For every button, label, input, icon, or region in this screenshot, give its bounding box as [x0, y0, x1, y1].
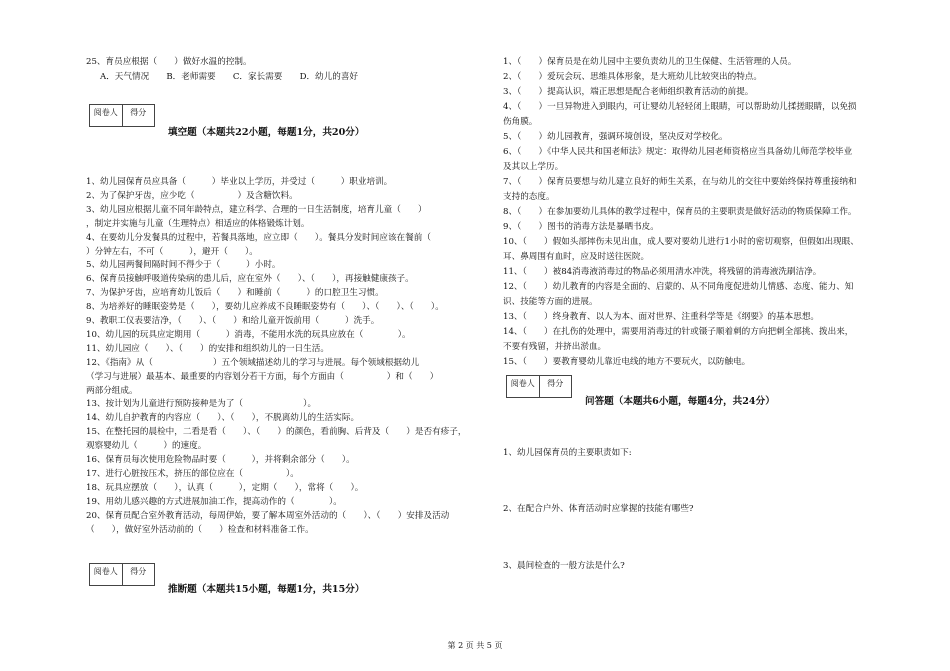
page-number: 第 2 页 共 5 页: [447, 641, 503, 650]
score-cell: 得分: [130, 108, 147, 117]
fill-question-line: 观察婴幼儿（ ）的速度。: [86, 441, 207, 452]
fill-question-line: 12、《指南》从（ ）五个领域描述幼儿的学习与进展。每个领域根据幼儿: [86, 357, 420, 368]
fill-question-line: 8、为培养好的睡眠姿势是（ ），要幼儿应养成不良睡眠姿势有（ ）、（ ）、（ ）。: [86, 302, 444, 313]
fill-question-line: 3、幼儿园应根据儿童不同年龄特点，建立科学、合理的一日生活制度，培育儿童（ ）: [86, 204, 427, 215]
judge-question-line: 支持的态度。: [503, 192, 555, 202]
judge-question-line: 2、（ ）爱玩会玩、思维具体形象，是大班幼儿比较突出的特点。: [503, 72, 762, 82]
judge-question-line: 12、（ ）幼儿教育的内容是全面的、启蒙的、从不同角度促进幼儿情感、态度、能力、知: [503, 282, 854, 292]
fill-question-line: 9、教职工仪表要洁净，（ ）、（ ）和给儿童开饭前用（ ）洗手。: [86, 316, 380, 326]
judge-question-line: 4、（ ）一旦异物进入到眼内，可让婴幼儿轻轻闭上眼睛，可以帮助幼儿揉搓眼睛，以免损: [503, 102, 857, 112]
fill-question-line: 6、保育员接触呼吸道传染病的患儿后，应在室外（ ）、（ ），再接触健康孩子。: [86, 274, 414, 285]
fill-question-line: 18、玩具应摆放（ ），认真（ ），定期（ ），常将（ ）。: [86, 482, 364, 493]
qa-question-1: 1、幼儿园保育员的主要职责如下:: [503, 448, 632, 458]
judge-question-line: 3、（ ）提高认识，端正思想是配合老师组织教育活动的前提。: [503, 87, 754, 97]
qa-question-2: 2、在配合户外、体育活动时应掌握的技能有哪些?: [503, 504, 694, 514]
qa-question-3: 3、晨间检查的一般方法是什么?: [503, 561, 625, 571]
fill-section-title: 填空题（本题共22小题，每题1分，共20分）: [168, 127, 365, 138]
fill-question-line: 14、幼儿自护教育的内容应（ ）、（ ），不脱离幼儿的生活实际。: [86, 413, 360, 424]
reviewer-cell: 阅卷人: [90, 105, 123, 126]
fill-question-line: 20、保育员配合室外教育活动，每周伊始，要了解本周室外活动的（ ）、（ ）安排及活动: [86, 510, 450, 521]
judge-question-line: 耳、鼻周围有血时，应及时送往医院。: [503, 252, 650, 262]
judge-question-line: 7、（ ）保育员要想与幼儿建立良好的师生关系，在与幼儿的交往中要始终保持尊重接纳和: [503, 177, 857, 187]
fill-question-line: 10、幼儿园的玩具应定期用（ ）消毒，不能用水洗的玩具应放在（ ）。: [86, 329, 411, 340]
fill-question-line: 19、用幼儿感兴趣的方式进展加油工作，提高动作的（ ）。: [86, 496, 342, 507]
score-box-fill: [89, 104, 155, 127]
question-25-options: A．天气情况 B．老师需要 C．家长需要 D．幼儿的喜好: [100, 72, 359, 82]
score-box-judge: [89, 563, 155, 586]
fill-question-line: 两部分组成。: [86, 385, 138, 396]
judge-section-title: 推断题（本题共15小题，每题1分，共15分）: [168, 584, 365, 595]
fill-question-line: 2、为了保护牙齿，应少吃（ ）及含糖饮料。: [86, 190, 298, 201]
fill-question-line: 1、幼儿园保育员应具备（ ）毕业以上学历，并受过（ ）职业培训。: [86, 177, 393, 187]
score-cell: 得分: [547, 379, 564, 388]
score-box-qa: [506, 375, 572, 398]
fill-question-line: ，制定并实施与儿童（生理特点）相适应的体格锻炼计划。: [86, 218, 310, 229]
fill-question-line: 15、在整托园的晨检中，二看是看（ ）、（ ）的颜色，看前胸、后背及（ ）是否有疹子，: [86, 427, 467, 438]
fill-question-line: （学习与进展）最基本、最重要的内容划分若干方面，每个方面由（ ）和（ ）: [86, 371, 439, 382]
fill-question-line: （ ），做好室外活动前的（ ）检查和材料准备工作。: [86, 524, 314, 535]
judge-question-line: 9、（ ）图书的消毒方法是暴晒书皮。: [503, 222, 659, 232]
fill-question-line: 5、幼儿园两餐间隔时间不得少于（ ）小时。: [86, 260, 281, 271]
judge-question-line: 1、（ ）保育员是在幼儿园中主要负责幼儿的卫生保健、生活管理的人员。: [503, 57, 797, 67]
judge-question-line: 14、（ ）在扎伤的处理中，需要用消毒过的针或镊子顺着刺的方向把刺全部挑、拨出来，: [503, 327, 854, 337]
judge-question-line: 5、（ ）幼儿园教育，强调环境创设，坚决反对学校化。: [503, 132, 728, 142]
judge-question-line: 10、（ ）假如头部摔伤未见出血，成人要对要幼儿进行1小时的密切观察，但假如出现眼、: [503, 237, 859, 247]
judge-question-line: 11、（ ）被84消毒液消毒过的物品必须用清水冲洗，将残留的消毒液洗刷洁净。: [503, 267, 822, 277]
judge-question-line: 伤角膜。: [503, 117, 538, 127]
judge-question-line: 不要有残留，并挤出淤血。: [503, 342, 607, 352]
fill-question-line: ）分钟左右，不可（ ），避开（ ）。: [86, 246, 258, 257]
judge-question-line: 6、（ ）《中华人民共和国老师法》规定：取得幼儿园老师资格应当具备幼儿师范学校毕业: [503, 147, 853, 157]
question-25: 25、育员应根据（ ）做好水温的控制。: [86, 57, 252, 67]
judge-question-line: 8、（ ）在参加要幼儿具体的教学过程中，保育员的主要职责是做好活动的物质保障工作。: [503, 207, 857, 217]
judge-question-line: 及其以上学历。: [503, 162, 564, 172]
qa-section-title: 问答题（本题共6小题，每题4分，共24分）: [585, 396, 775, 407]
judge-question-line: 识、技能等方面的进展。: [503, 297, 598, 307]
fill-question-line: 17、进行心脏按压术，挤压的部位应在（ ）。: [86, 468, 299, 479]
fill-question-line: 16、保育员每次使用危险物品时要（ ），并将剩余部分（ ）。: [86, 455, 355, 465]
reviewer-cell: 阅卷人: [90, 564, 123, 585]
reviewer-cell: 阅卷人: [507, 376, 540, 397]
score-cell: 得分: [130, 567, 147, 576]
fill-question-line: 11、幼儿园应（ ）、（ ）的安排和组织幼儿的一日生活。: [86, 343, 329, 354]
judge-question-line: 15、（ ）要教育婴幼儿靠近电线的地方不要玩火，以防触电。: [503, 357, 751, 367]
fill-question-line: 7、为保护牙齿，应培育幼儿饭后（ ）和睡前（ ）的口腔卫生习惯。: [86, 288, 384, 299]
fill-question-line: 13、按计划为儿童进行预防接种是为了（ ）。: [86, 399, 317, 410]
judge-question-line: 13、（ ）终身教育、以人为本、面对世界、注重科学等是《纲要》的基本思想。: [503, 312, 820, 322]
fill-question-line: 4、在要幼儿分发餐具的过程中，若餐具落地，应立即（ ）。餐具分发时间应该在餐前（: [86, 232, 440, 243]
